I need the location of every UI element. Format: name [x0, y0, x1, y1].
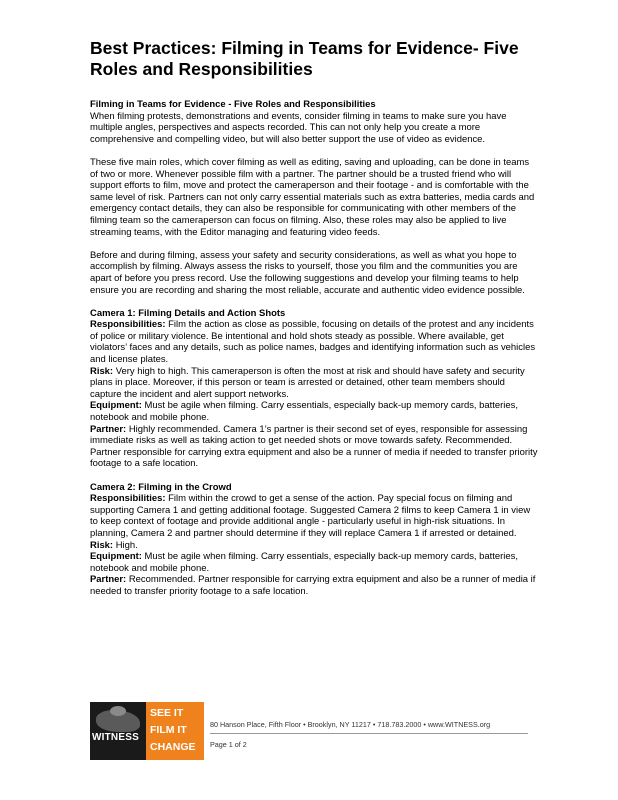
section-item [90, 400, 538, 423]
section-item [90, 319, 538, 365]
logo-tagline-line: CHANGE IT [150, 741, 196, 770]
item-text: Must be agile when filming. Carry essentials, especially back-up memory cards, batteries, notebook and mobile phone. [90, 551, 518, 574]
page-number: Page 1 of 2 [210, 740, 247, 749]
intro-paragraph: When filming protests, demonstrations and events, consider filming in teams to make sure you have multiple angles, perspectives and aspects recorded. This can not only help you create a more comprehensive and compelling video, but will also better support the use of video as evidence. [90, 110, 507, 145]
item-text: Recommended. Partner responsible for carrying extra equipment and also be a runner of media if needed to transfer priority footage to a safe location. [90, 574, 536, 597]
item-text: High. [113, 539, 138, 551]
item-label: Risk: [90, 539, 114, 551]
page-footer [90, 702, 530, 770]
logo-tagline [150, 705, 204, 773]
logo-tagline-line: SEE IT [150, 707, 184, 719]
intro-heading: Filming in Teams for Evidence - Five Roles and Responsibilities [90, 99, 376, 110]
item-label: Equipment: [90, 400, 142, 412]
item-label: Equipment: [90, 551, 142, 563]
footer-address: 80 Hanson Place, Fifth Floor • Brooklyn, NY 11217 • 718.783.2000 • www.WITNESS.org [210, 720, 491, 729]
item-label: Partner: [90, 423, 127, 435]
section-item [90, 540, 538, 552]
document-title: Best Practices: Filming in Teams for Evidence- Five Roles and Responsibilities [90, 38, 519, 79]
item-text: Film the action as close as possible, focusing on details of the protest and any incidents of police or military violence. Be intentional and hold shots steady as possible. Where available, get violators’ faces and any details, such as police names, badges and identifying information such as vehicles and license plates. [90, 319, 536, 366]
intro-paragraph: Before and during filming, assess your safety and security considerations, as well as what you hope to accomplish by filming. Always assess the risks to yourself, those you film and the communities you are apart of before you press record. Use the following suggestions and develop your filming teams to help ensure you are recording and sharing the most reliable, accurate and authentic video evidence possible. [90, 249, 525, 296]
item-label: Responsibilities: [90, 493, 166, 505]
section-camera-2 [90, 482, 538, 598]
section-camera-1 [90, 308, 538, 470]
item-label: Responsibilities: [90, 319, 166, 331]
logo-head-icon [110, 706, 126, 716]
document-body [90, 99, 538, 609]
item-label: Risk: [90, 365, 114, 377]
logo-name: WITNESS [92, 732, 139, 743]
section-item [90, 366, 538, 401]
item-text: Very high to high. This cameraperson is often the most at risk and should have safety and security plans in place. Moreover, if this person or team is arrested or detained, other team members should capture the incident and alert support networks. [90, 365, 525, 400]
logo-tagline-line: FILM IT [150, 724, 187, 736]
section-item [90, 551, 538, 574]
section-heading: Camera 2: Filming in the Crowd [90, 481, 232, 493]
footer-divider [210, 733, 528, 734]
witness-logo [90, 702, 204, 770]
intro-paragraph: These five main roles, which cover filming as well as editing, saving and uploading, can be done in teams of two or more. Whenever possible film with a partner. The partner should be a trusted friend who will support efforts to film, move and protect the cameraperson and their footage - and is comfortable with the same level of risk. Partners can not only carry essential materials such as extra batteries, media cards and emergency contact details, they can also be responsible for communicating with other members of the filming team so the cameraperson can focus on filming. Also, these roles may also be applied to live streaming teams, with the Editor managing and featuring video feeds. [90, 156, 535, 238]
item-label: Partner: [90, 574, 127, 586]
item-text: Film within the crowd to get a sense of the action. Pay special focus on filming and supporting Camera 1 and getting additional footage. Suggested Camera 2 films to keep Camera 1 in view to keep context of footage and provide additional angle - particularly useful in high-risk situations. In planning, Camera 2 and partner should determine if they will replace Camera 1 if arrested or detained. [90, 493, 531, 539]
section-item [90, 424, 538, 470]
section-heading: Camera 1: Filming Details and Action Shots [90, 307, 286, 319]
item-text: Highly recommended. Camera 1’s partner is their second set of eyes, responsible for assessing immediate risks as well as taking action to get needed shots or move towards safety. Recommended. Partner responsible for carrying extra equipment and also be a runner of media if needed to transfer priority footage to a safe location. [90, 423, 538, 470]
item-text: Must be agile when filming. Carry essentials, especially back-up memory cards, batteries, notebook and mobile phone. [90, 400, 518, 424]
section-item [90, 493, 538, 539]
section-item [90, 574, 538, 597]
